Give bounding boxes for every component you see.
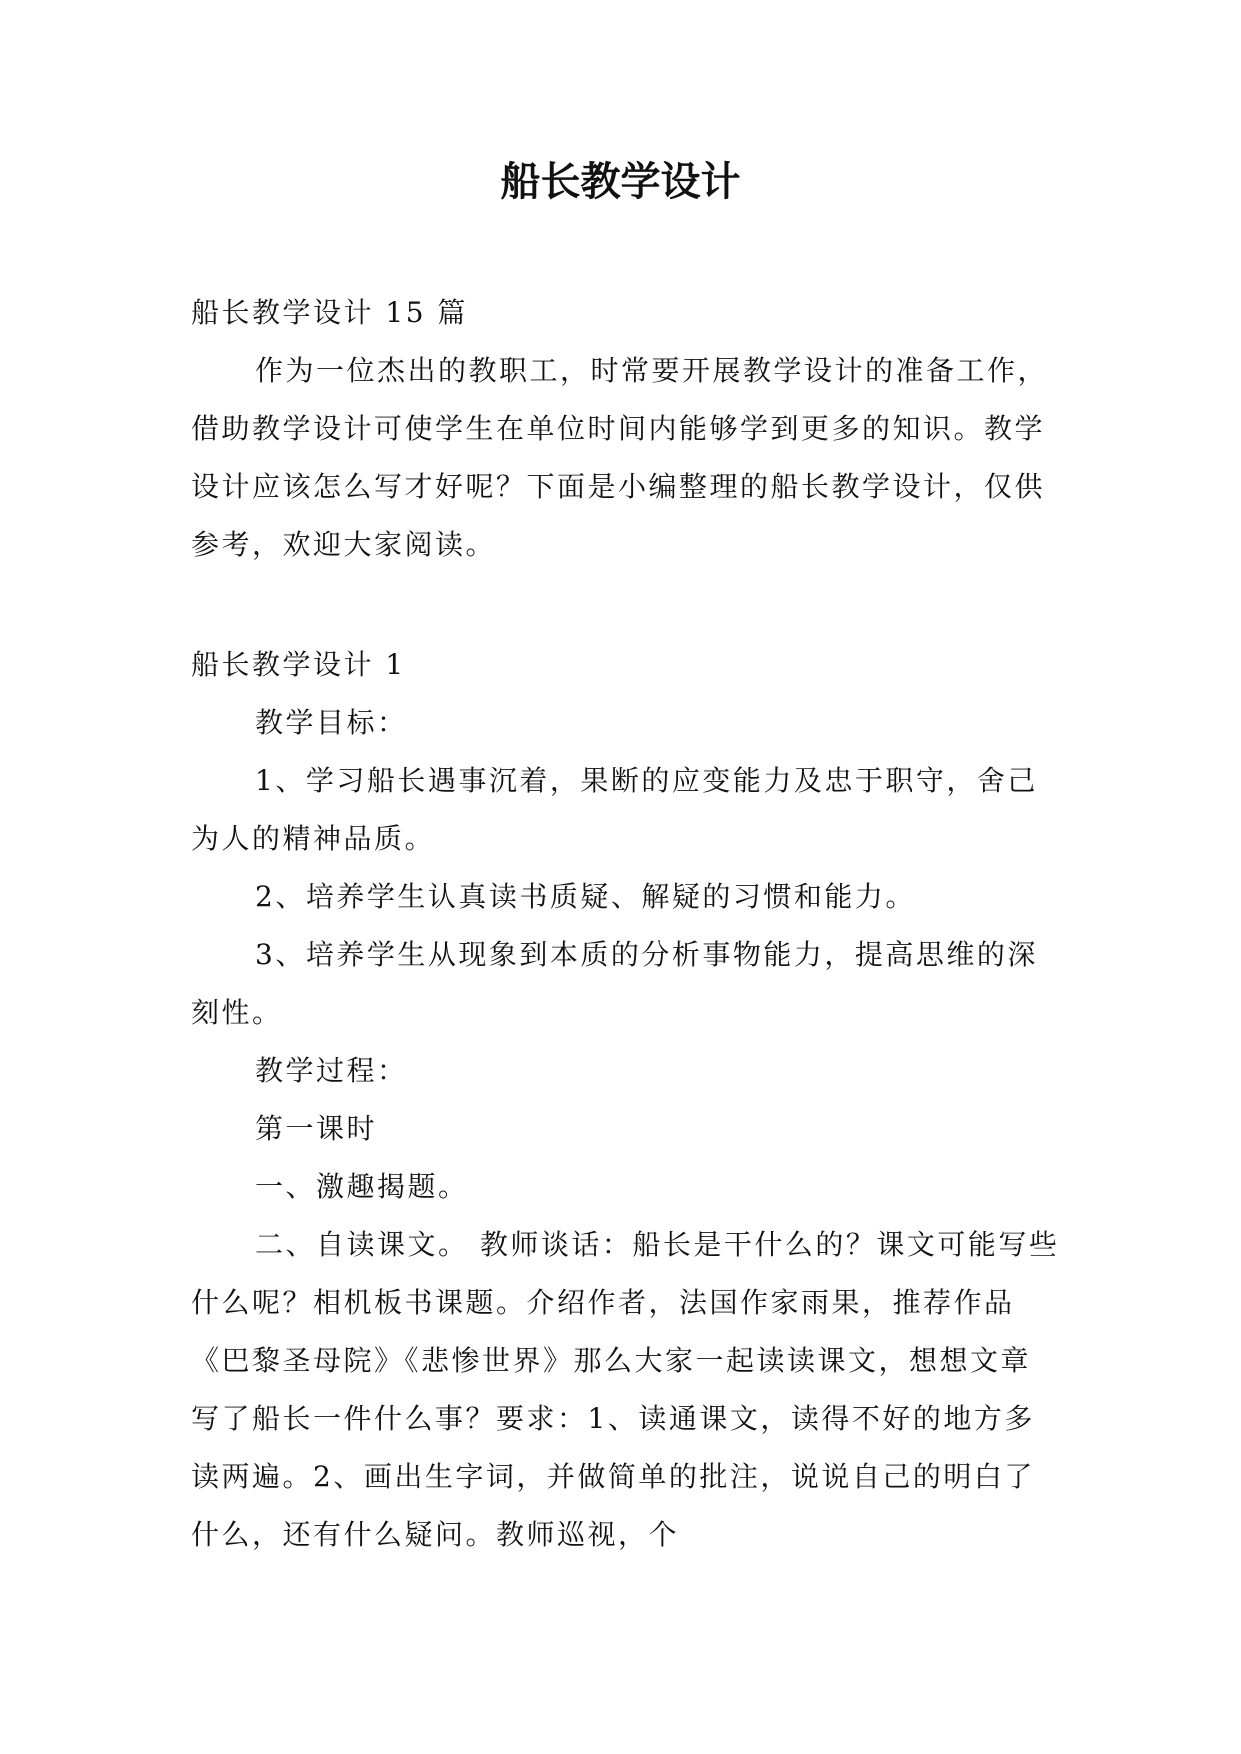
goal-item-2: 2、培养学生认真读书质疑、解疑的习惯和能力。	[255, 880, 916, 913]
design-1-section	[191, 636, 1061, 1564]
teaching-goals-label: 教学目标：	[255, 706, 408, 739]
first-lesson-label: 第一课时	[255, 1112, 378, 1145]
teaching-process-label: 教学过程：	[255, 1054, 408, 1087]
intro-section	[191, 284, 1061, 574]
step-2: 二、自读课文。 教师谈话：船长是干什么的？课文可能写些什么呢？相机板书课题。介绍作者，法国作家雨果，推荐作品《巴黎圣母院》《悲惨世界》那么大家一起读读课文，想想文章写了船长一件什么事？要求：1、读通课文，读得不好的地方多读两遍。2、画出生字词，并做简单的批注，说说自己的明白了什么，还有什么疑问。教师巡视，个	[191, 1228, 1060, 1551]
goal-item-3: 3、培养学生从现象到本质的分析事物能力，提高思维的深刻性。	[191, 938, 1038, 1029]
step-1: 一、激趣揭题。	[255, 1170, 469, 1203]
design-1-heading: 船长教学设计 1	[191, 648, 406, 681]
intro-paragraph: 作为一位杰出的教职工，时常要开展教学设计的准备工作，借助教学设计可使学生在单位时间内能够学到更多的知识。教学设计应该怎么写才好呢？下面是小编整理的船长教学设计，仅供参考，欢迎大家阅读。	[191, 354, 1049, 561]
goal-item-1: 1、学习船长遇事沉着，果断的应变能力及忠于职守，舍己为人的精神品质。	[191, 764, 1038, 855]
document-title: 船长教学设计	[500, 159, 741, 205]
intro-heading: 船长教学设计 15 篇	[191, 296, 468, 329]
